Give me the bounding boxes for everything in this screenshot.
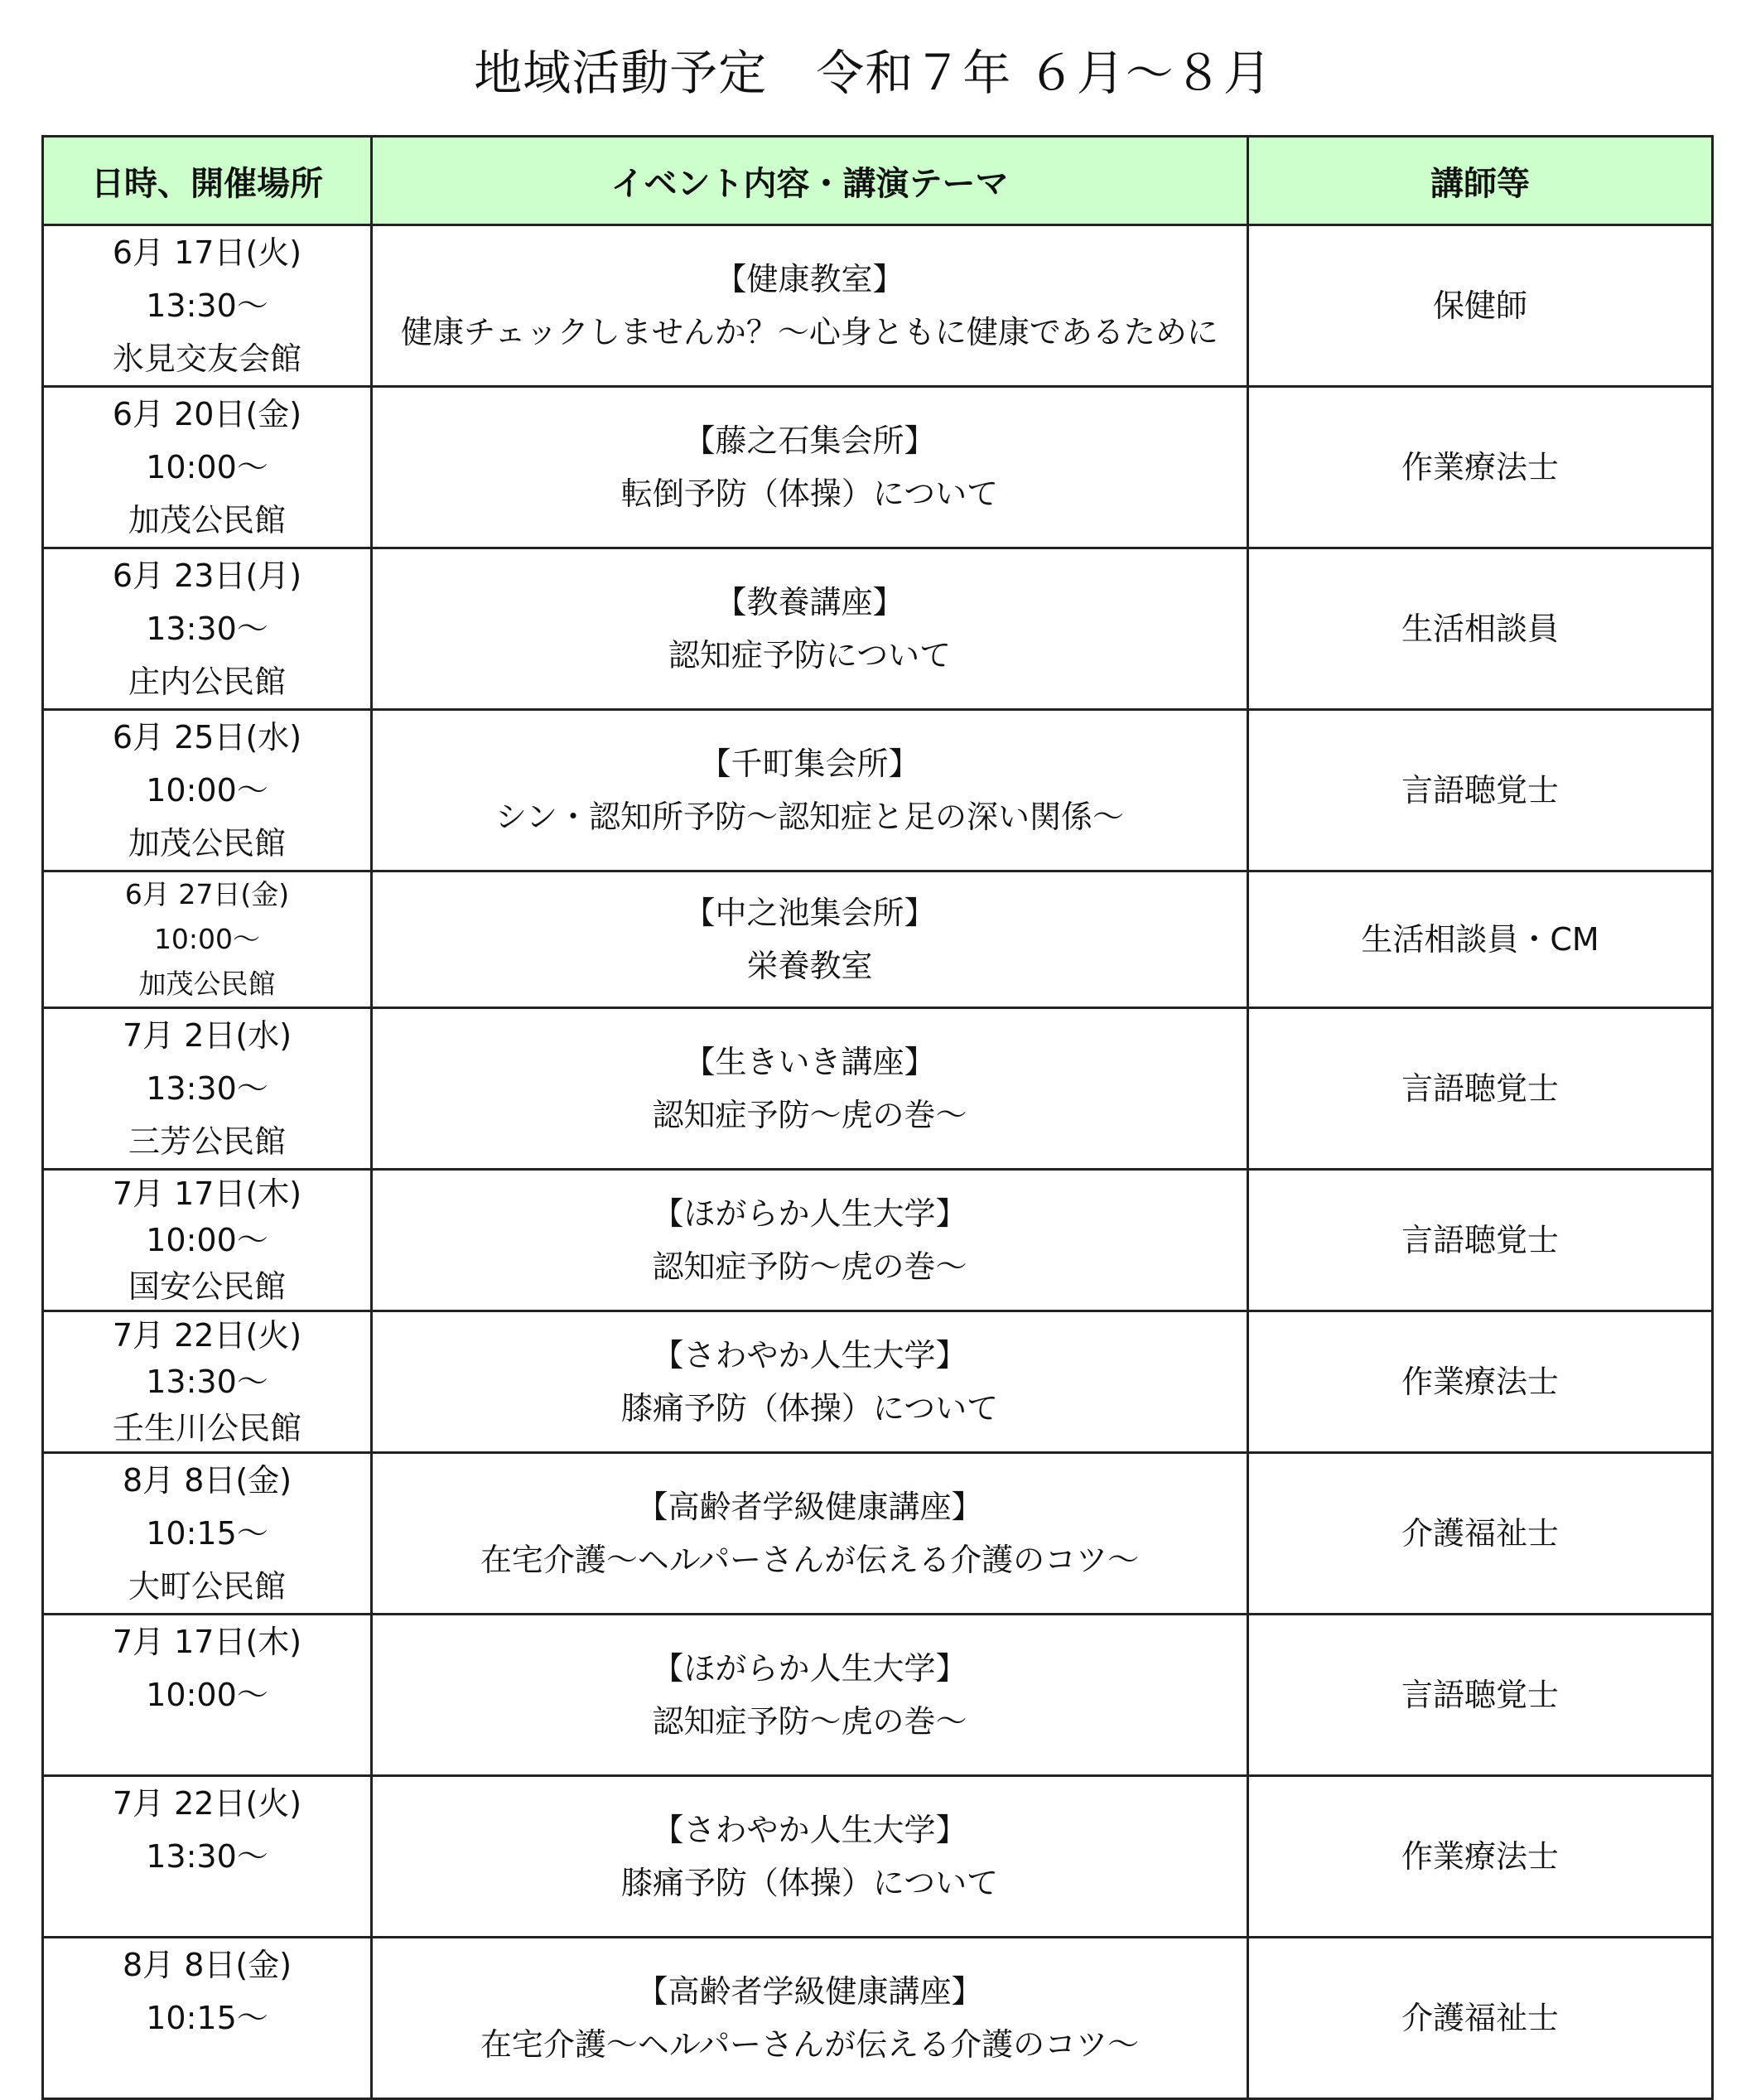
event-theme: 転倒予防（体操）について	[620, 476, 999, 512]
lecturer-cell: 保健師	[1248, 225, 1713, 387]
event-name: 【さわやか人生大学】	[652, 1337, 967, 1373]
when-cell	[43, 1615, 372, 1776]
schedule-table	[41, 135, 1714, 2100]
table-row	[43, 710, 1713, 871]
event-theme: 膝痛予防（体操）について	[620, 1390, 999, 1427]
place: 加茂公民館	[128, 502, 286, 538]
place: 大町公民館	[128, 1568, 286, 1605]
time: 10:00～	[146, 1222, 268, 1258]
event-cell	[372, 1938, 1248, 2099]
when-cell	[43, 387, 372, 548]
lecturer-cell: 作業療法士	[1248, 387, 1713, 548]
table-row	[43, 1008, 1713, 1170]
date: 7月 22日(火)	[112, 1317, 302, 1354]
table-row	[43, 1938, 1713, 2099]
table-row	[43, 1170, 1713, 1311]
when-cell	[43, 225, 372, 387]
event-theme: 健康チェックしませんか？～心身ともに健康であるために	[401, 314, 1218, 350]
time: 10:00～	[153, 923, 261, 955]
time: 13:30～	[146, 611, 268, 647]
event-name: 【高齢者学級健康講座】	[636, 1973, 983, 2010]
event-cell	[372, 871, 1248, 1008]
time: 13:30～	[146, 1364, 268, 1400]
event-theme: 認知症予防～虎の巻～	[652, 1703, 967, 1740]
time: 10:00～	[146, 772, 268, 809]
when-cell	[43, 710, 372, 871]
date: 7月 17日(木)	[112, 1176, 302, 1212]
event-cell	[372, 1311, 1248, 1453]
place	[44, 1721, 370, 1774]
table-row	[43, 1453, 1713, 1615]
time: 13:30～	[146, 1838, 268, 1875]
when-cell	[43, 1311, 372, 1453]
event-theme: 認知症予防～虎の巻～	[652, 1097, 967, 1133]
event-name: 【健康教室】	[715, 261, 904, 297]
date: 6月 23日(月)	[112, 558, 302, 594]
lecturer-cell: 生活相談員・CM	[1248, 871, 1713, 1008]
table-row	[43, 1311, 1713, 1453]
date: 7月 17日(木)	[112, 1624, 302, 1660]
table-row	[43, 1776, 1713, 1938]
event-theme: 認知症予防について	[668, 637, 952, 673]
event-name: 【さわやか人生大学】	[652, 1812, 967, 1848]
date: 8月 8日(金)	[122, 1947, 292, 1983]
event-cell	[372, 225, 1248, 387]
date: 6月 25日(水)	[112, 719, 302, 756]
place: 庄内公民館	[128, 664, 286, 700]
when-cell	[43, 1776, 372, 1938]
lecturer-cell: 言語聴覚士	[1248, 1170, 1713, 1311]
lecturer-cell: 介護福祉士	[1248, 1938, 1713, 2099]
header-lecturer: 講師等	[1248, 137, 1713, 225]
header-event: イベント内容・講演テーマ	[372, 137, 1248, 225]
place: 壬生川公民館	[112, 1410, 301, 1446]
event-theme: 認知症予防～虎の巻～	[652, 1248, 967, 1285]
event-name: 【生きいき講座】	[683, 1044, 936, 1080]
event-cell	[372, 1170, 1248, 1311]
table-row	[43, 1615, 1713, 1776]
lecturer-cell: 言語聴覚士	[1248, 710, 1713, 871]
date: 6月 20日(金)	[112, 396, 302, 432]
lecturer-cell: 言語聴覚士	[1248, 1008, 1713, 1170]
place: 加茂公民館	[138, 968, 276, 1000]
when-cell	[43, 548, 372, 710]
table-row	[43, 548, 1713, 710]
time: 10:00～	[146, 1677, 268, 1713]
time: 13:30～	[146, 287, 268, 324]
page-title: 地域活動予定 令和７年 ６月～８月	[474, 45, 1272, 101]
event-name: 【教養講座】	[715, 584, 904, 620]
when-cell	[43, 1453, 372, 1615]
place: 加茂公民館	[128, 825, 286, 862]
event-theme: シン・認知所予防～認知症と足の深い関係～	[494, 799, 1125, 835]
place: 三芳公民館	[128, 1123, 286, 1160]
date: 6月 27日(金)	[124, 878, 290, 910]
event-theme: 在宅介護～ヘルパーさんが伝える介護のコツ～	[480, 1542, 1140, 1578]
event-theme: 在宅介護～ヘルパーさんが伝える介護のコツ～	[480, 2026, 1140, 2063]
event-name: 【中之池集会所】	[683, 895, 936, 931]
time: 10:15～	[146, 1515, 268, 1552]
header-when: 日時、開催場所	[43, 137, 372, 225]
event-cell	[372, 387, 1248, 548]
event-theme: 膝痛予防（体操）について	[620, 1865, 999, 1901]
event-name: 【ほがらか人生大学】	[652, 1650, 967, 1687]
event-cell	[372, 1776, 1248, 1938]
table-row	[43, 225, 1713, 387]
place: 国安公民館	[128, 1268, 286, 1305]
place: 氷見交友会館	[112, 340, 301, 377]
lecturer-cell: 生活相談員	[1248, 548, 1713, 710]
lecturer-cell: 言語聴覚士	[1248, 1615, 1713, 1776]
when-cell	[43, 871, 372, 1008]
event-cell	[372, 1615, 1248, 1776]
place	[44, 1883, 370, 1936]
table-row	[43, 871, 1713, 1008]
event-name: 【藤之石集会所】	[683, 422, 936, 459]
when-cell	[43, 1938, 372, 2099]
event-cell	[372, 1453, 1248, 1615]
header-row	[43, 137, 1713, 225]
time: 13:30～	[146, 1070, 268, 1107]
event-cell	[372, 710, 1248, 871]
lecturer-cell: 作業療法士	[1248, 1776, 1713, 1938]
event-name: 【千町集会所】	[699, 746, 920, 782]
place	[44, 2044, 370, 2098]
time: 10:15～	[146, 2000, 268, 2036]
event-name: 【ほがらか人生大学】	[652, 1195, 967, 1232]
table-row	[43, 387, 1713, 548]
date: 8月 8日(金)	[122, 1462, 292, 1499]
when-cell	[43, 1008, 372, 1170]
date: 6月 17日(火)	[112, 234, 302, 271]
when-cell	[43, 1170, 372, 1311]
event-name: 【高齢者学級健康講座】	[636, 1489, 983, 1525]
lecturer-cell: 介護福祉士	[1248, 1453, 1713, 1615]
time: 10:00～	[146, 449, 268, 485]
date: 7月 22日(火)	[112, 1785, 302, 1822]
date: 7月 2日(水)	[122, 1017, 292, 1054]
lecturer-cell: 作業療法士	[1248, 1311, 1713, 1453]
event-cell	[372, 548, 1248, 710]
event-cell	[372, 1008, 1248, 1170]
event-theme: 栄養教室	[746, 948, 873, 984]
